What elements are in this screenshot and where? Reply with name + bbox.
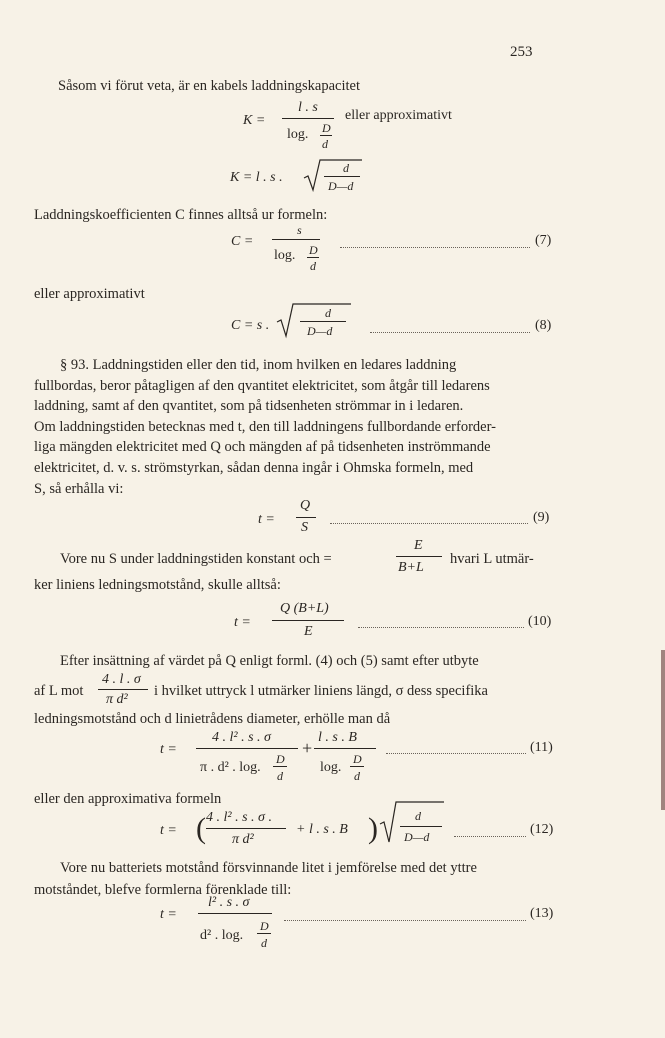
page-number: 253 [510, 44, 533, 60]
efter-line-2a: af L mot [34, 683, 84, 699]
approx-note: eller approximativt [345, 108, 452, 123]
efter-line-1: Efter insättning af värdet på Q enligt forml. (4) och (5) samt efter utbyte [60, 653, 479, 669]
efter-line-3: ledningsmotstånd och d linietrådens diameter, erhölle man då [34, 711, 391, 727]
vore-nu-line-b: hvari L utmär- [450, 551, 534, 567]
coeff-line: Laddningskoefficienten C finnes alltså ur formeln: [34, 207, 328, 223]
vore-nu-line-c: ker liniens ledningsmotstånd, skulle alltså: [34, 577, 281, 593]
section-93: § 93. Laddningstiden eller den tid, inom hvilken en ledares laddning fullbordas, beror påtagligen af den qvantitet elektricitet, som åtgår till ledarens laddning, samt af den qvantitet, som på tidsenheten strömmar in i ledaren. Om laddningstiden betecknas med t, den till laddningens fullbordande erforder- liga mängden elektricitet med Q och mängden af på tidsenheten inströmmande elektricitet, d. v. s. strömstyrkan, sådan denna ingår i Ohmska formeln, med S, så erhålla vi: [34, 357, 496, 497]
approx-formeln-line: eller den approximativa formeln [34, 791, 222, 807]
approx-line: eller approximativt [34, 286, 145, 302]
book-page: 253 Såsom vi förut veta, är en kabels laddningskapacitet K = l . s log. D d eller approximativt K = l . s . d D—d Laddningskoefficienten C finnes alltså ur formeln: C = s log. D d (7) eller approximativt C = s . d D—d (8) § 93. Laddningstiden eller den tid, inom hvilken en ledares laddning fullbordas, beror påtagligen af den qvantitet elektricitet, som åtgår till ledarens laddning, samt af den qvantitet, som på tidsenheten strömmar in i ledaren. Om laddningstiden betecknas med t, den till laddningens fullbordande erforder- liga mängden elektricitet med Q och mängden af på tidsenheten inströmmande elektricitet, d. v. s. strömstyrkan, sådan denna ingår i Ohmska formeln, med S, så erhålla vi: t = Q S (9) Vore nu S under laddningstiden konstant och = E B+L hvari L utmär- ker liniens ledningsmotstånd, skulle alltså: t = Q (B+L) E (10) Efter insättning af värdet på Q enligt forml. (4) och (5) samt efter utbyte af L mot 4 . l . σ π d² i hvilket uttryck l utmärker liniens längd, σ dess specifika ledningsmotstånd och d linietrådens diameter, erhölle man då t = 4 . l² . s . σ π . d² . log. D d + l . s . B log. D d (11) eller den approximativa formeln t = ( 4 . l² . s . σ . π d² + l . s . B ) d D—d (12) Vore nu batteriets motstånd försvinnande litet i jemförelse med det yttre motståndet, blefve formlerna förenklade till: t = l² . s . σ d² . log. D d (13) [0, 0, 665, 1038]
page-edge-stain [661, 650, 665, 810]
batt-line-1: Vore nu batteriets motstånd försvinnande litet i jemförelse med det yttre [60, 860, 477, 876]
vore-nu-line-a: Vore nu S under laddningstiden konstant och = [60, 551, 332, 567]
batt-line-2: motståndet, blefve formlerna förenklade till: [34, 882, 292, 898]
efter-line-2b: i hvilket uttryck l utmärker liniens längd, σ dess specifika [154, 683, 488, 699]
intro-line: Såsom vi förut veta, är en kabels laddningskapacitet [58, 78, 360, 94]
